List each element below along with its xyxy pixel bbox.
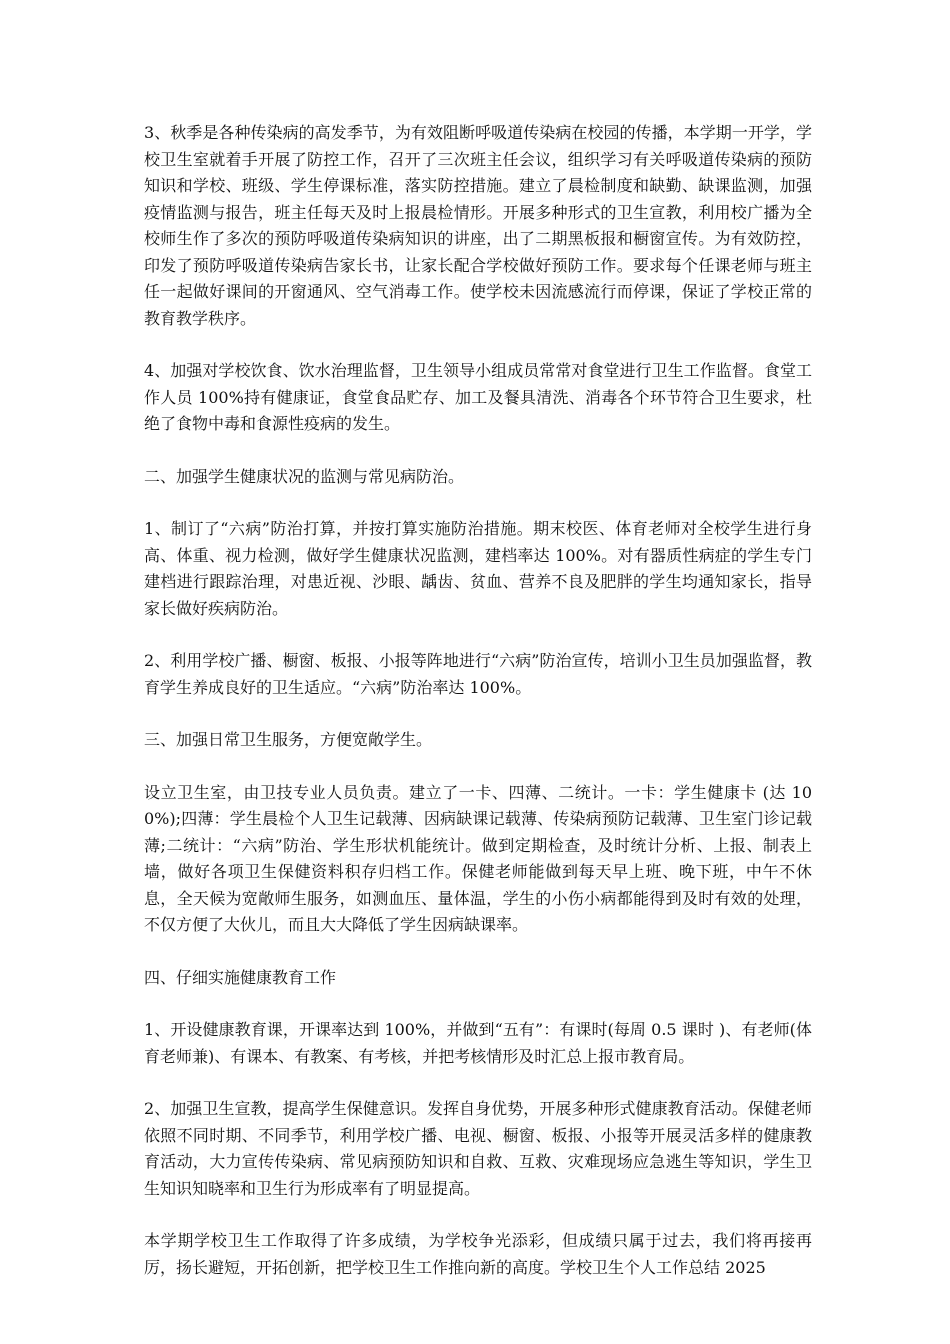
section-heading-health-education: 四、仔细实施健康教育工作 (144, 967, 337, 987)
paragraph-autumn-epidemic-prevention: 3、秋季是各种传染病的高发季节，为有效阻断呼吸道传染病在校园的传播，本学期一开学，学校卫生室就着手开展了防控工作，召开了三次班主任会议，组织学习有关呼吸道传染病的预防知识和学校、班级、学生停课标准，落实防控措施。建立了晨检制度和缺勤、缺课监测，加强疫情监测与报告，班主任每天及时上报晨检情形。开展多种形式的卫生宣教，利用校广播为全校师生作了多次的预防呼吸道传染病知识的讲座，出了二期黑板报和橱窗宣传。为有效防控，印发了预防呼吸道传染病告家长书，让家长配合学校做好预防工作。要求每个任课老师与班主任一起做好课间的开窗通风、空气消毒工作。使学校未因流感流行而停课，保证了学校正常的教育教学秩序。 (144, 123, 812, 328)
paragraph-gap (144, 1202, 812, 1228)
document-body (144, 120, 812, 1281)
paragraph-gap (144, 490, 812, 516)
paragraph-food-water-supervision: 4、加强对学校饮食、饮水治理监督，卫生领导小组成员常常对食堂进行卫生工作监督。食堂工作人员 100%持有健康证，食堂食品贮存、加工及餐具清洗、消毒各个环节符合卫生要求，杜绝了食物中毒和食源性疫病的发生。 (144, 361, 812, 433)
paragraph-gap (144, 622, 812, 648)
section-heading-health-monitoring: 二、加强学生健康状况的监测与常见病防治。 (144, 466, 465, 486)
paragraph-gap (144, 1070, 812, 1096)
paragraph-health-room: 设立卫生室，由卫技专业人员负责。建立了一卡、四薄、二统计。一卡：学生健康卡 (达 100%);四薄：学生晨检个人卫生记载薄、因病缺课记载薄、传染病预防记载薄、卫生室门诊记载薄;二统计：“六病”防治、学生形状机能统计。做到定期检查，及时统计分析、上报、制表上墙，做好各项卫生保健资料积存归档工作。保健老师能做到每天早上班、晚下班，中午不休息，全天候为宽敞师生服务，如测血压、量体温，学生的小伤小病都能得到及时有效的处理，不仅方便了大伙儿，而且大大降低了学生因病缺课率。 (144, 782, 812, 934)
paragraph-gap (144, 939, 812, 965)
paragraph-health-course: 1、开设健康教育课，开课率达到 100%，并做到“五有”：有课时(每周 0.5 课时 )、有老师(体育老师兼)、有课本、有教案、有考核，并把考核情形及时汇总上报市教育局。 (144, 1020, 812, 1066)
paragraph-gap (144, 332, 812, 358)
paragraph-six-diseases-plan: 1、制订了“六病”防治打算，并按打算实施防治措施。期末校医、体育老师对全校学生进行身高、体重、视力检测，做好学生健康状况监测，建档率达 100%。对有器质性病症的学生专门建档进行跟踪治理，对患近视、沙眼、龋齿、贫血、营养不良及肥胖的学生均通知家长，指导家长做好疾病防治。 (144, 519, 812, 618)
paragraph-gap (144, 438, 812, 464)
paragraph-health-publicity: 2、加强卫生宣教，提高学生保健意识。发挥自身优势，开展多种形式健康教育活动。保健老师依照不同时期、不同季节，利用学校广播、电视、橱窗、板报、小报等开展灵活多样的健康教育活动，大力宣传传染病、常见病预防知识和自救、互救、灾难现场应急逃生等知识，学生卫生知识知晓率和卫生行为形成率有了明显提高。 (144, 1099, 812, 1198)
paragraph-gap (144, 701, 812, 727)
paragraph-conclusion: 本学期学校卫生工作取得了许多成绩，为学校争光添彩，但成绩只属于过去，我们将再接再厉，扬长避短，开拓创新，把学校卫生工作推向新的高度。学校卫生个人工作总结 2025 (144, 1231, 812, 1277)
paragraph-six-diseases-publicity: 2、利用学校广播、橱窗、板报、小报等阵地进行“六病”防治宣传，培训小卫生员加强监督，教育学生养成良好的卫生适应。“六病”防治率达 100%。 (144, 651, 812, 697)
paragraph-gap (144, 991, 812, 1017)
paragraph-gap (144, 754, 812, 780)
section-heading-daily-health-service: 三、加强日常卫生服务，方便宽敞学生。 (144, 730, 433, 749)
